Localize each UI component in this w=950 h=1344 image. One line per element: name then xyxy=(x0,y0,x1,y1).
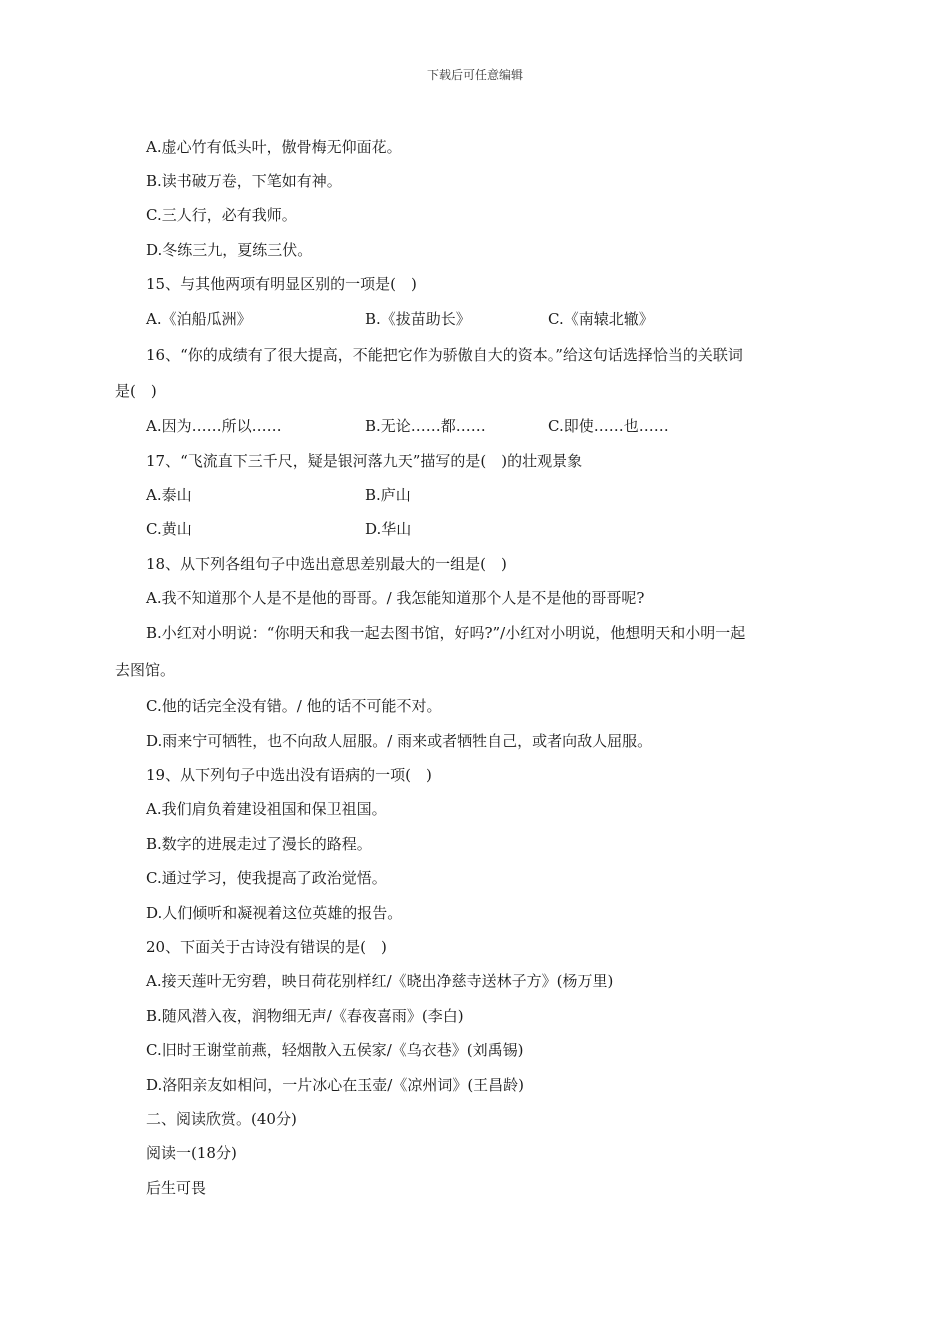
q17-option-c: C.黄山 xyxy=(146,520,192,538)
q18-option-c: C.他的话完全没有错。/ 他的话不可能不对。 xyxy=(146,697,442,715)
q19-option-c: C.通过学习，使我提高了政治觉悟。 xyxy=(146,869,387,887)
q20-option-c: C.旧时王谢堂前燕，轻烟散入五侯家/《乌衣巷》(刘禹锡) xyxy=(146,1041,524,1059)
q14-option-c: C.三人行，必有我师。 xyxy=(146,206,297,224)
q20-option-b: B.随风潜入夜，润物细无声/《春夜喜雨》(李白) xyxy=(146,1007,464,1025)
q18-option-b-line2: 去图馆。 xyxy=(115,661,176,679)
q14-option-a: A.虚心竹有低头叶，傲骨梅无仰面花。 xyxy=(146,138,402,156)
q15-option-c: C.《南辕北辙》 xyxy=(548,310,654,328)
page-header: 下载后可任意编辑 xyxy=(426,68,523,82)
q18-stem: 18、从下列各组句子中选出意思差别最大的一组是( ) xyxy=(146,555,507,573)
q19-option-d: D.人们倾听和凝视着这位英雄的报告。 xyxy=(146,904,403,922)
q17-option-a: A.泰山 xyxy=(146,486,192,504)
q20-option-d: D.洛阳亲友如相问，一片冰心在玉壶/《凉州词》(王昌龄) xyxy=(146,1076,525,1094)
reading-heading: 阅读一(18分) xyxy=(146,1144,237,1162)
q15-option-b: B.《拔苗助长》 xyxy=(365,310,471,328)
q20-option-a: A.接天莲叶无穷碧，映日荷花别样红/《晓出净慈寺送林子方》(杨万里) xyxy=(146,972,614,990)
q16-stem-line1: 16、“你的成绩有了很大提高，不能把它作为骄傲自大的资本。”给这句话选择恰当的关联词 xyxy=(146,346,743,364)
q16-option-b: B.无论……都…… xyxy=(365,417,486,435)
q16-stem-line2: 是( ) xyxy=(115,382,157,400)
q16-option-c: C.即使……也…… xyxy=(548,417,669,435)
section-heading: 二、阅读欣赏。(40分) xyxy=(146,1110,297,1128)
q17-option-d: D.华山 xyxy=(365,520,412,538)
q14-option-b: B.读书破万卷，下笔如有神。 xyxy=(146,172,342,190)
q15-stem: 15、与其他两项有明显区别的一项是( ) xyxy=(146,275,417,293)
q17-stem: 17、“飞流直下三千尺，疑是银河落九天”描写的是( )的壮观景象 xyxy=(146,452,583,470)
q18-option-d: D.雨来宁可牺牲，也不向敌人屈服。/ 雨来或者牺牲自己，或者向敌人屈服。 xyxy=(146,732,653,750)
q19-option-a: A.我们肩负着建设祖国和保卫祖国。 xyxy=(146,800,387,818)
q19-option-b: B.数字的进展走过了漫长的路程。 xyxy=(146,835,372,853)
q14-option-d: D.冬练三九，夏练三伏。 xyxy=(146,241,313,259)
q20-stem: 20、下面关于古诗没有错误的是( ) xyxy=(146,938,387,956)
q18-option-a: A.我不知道那个人是不是他的哥哥。/ 我怎能知道那个人是不是他的哥哥呢? xyxy=(146,589,645,607)
q18-option-b-line1: B.小红对小明说：“你明天和我一起去图书馆，好吗?”/小红对小明说，他想明天和小明一起 xyxy=(146,624,746,642)
passage-title: 后生可畏 xyxy=(146,1179,207,1197)
q17-option-b: B.庐山 xyxy=(365,486,411,504)
q15-option-a: A.《泊船瓜洲》 xyxy=(146,310,252,328)
q16-option-a: A.因为……所以…… xyxy=(146,417,282,435)
q19-stem: 19、从下列句子中选出没有语病的一项( ) xyxy=(146,766,432,784)
